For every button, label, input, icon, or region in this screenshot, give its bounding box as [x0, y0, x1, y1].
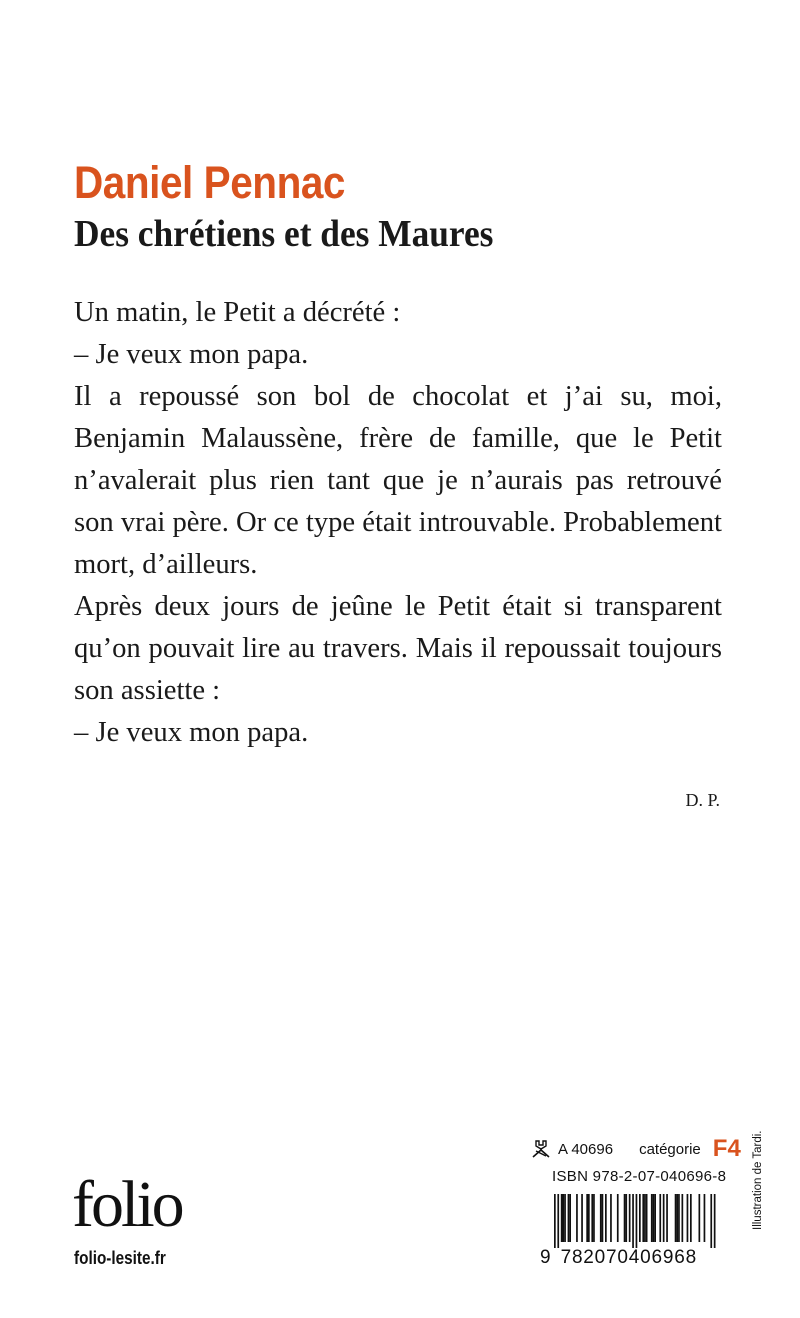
barcode-bar — [564, 1194, 566, 1242]
back-cover-blurb — [74, 292, 722, 754]
blurb-paragraph: – Je veux mon papa. — [74, 339, 309, 370]
barcode-bar — [605, 1194, 607, 1242]
barcode-bar — [687, 1194, 689, 1242]
barcode-bar — [636, 1194, 638, 1248]
barcode-bar — [561, 1194, 563, 1242]
signature: D. P. — [685, 790, 720, 810]
blurb-paragraph: Un matin, le Petit a décrété : — [74, 297, 401, 328]
barcode-bar — [624, 1194, 626, 1242]
barcode-bar — [617, 1194, 619, 1242]
barcode-bar — [602, 1194, 604, 1242]
barcode-bar — [675, 1194, 677, 1242]
barcode-bar — [678, 1194, 680, 1242]
barcode-bar — [588, 1194, 590, 1242]
blurb-paragraph: Après deux jours de jeûne le Petit était si transparent qu’on pouvait lire au travers. Mais il repoussait toujours son assiette : — [74, 591, 722, 706]
blurb-paragraph: – Je veux mon papa. — [74, 717, 309, 748]
barcode-bar — [569, 1194, 571, 1242]
barcode-digits — [540, 1246, 724, 1270]
barcode-bar — [642, 1194, 644, 1242]
publisher-logo: folio — [72, 1168, 182, 1241]
barcode-bar — [593, 1194, 595, 1242]
barcode-bar — [666, 1194, 668, 1242]
isbn: ISBN 978-2-07-040696-8 — [552, 1168, 727, 1185]
barcode-bar — [646, 1194, 648, 1242]
barcode-bar — [644, 1194, 646, 1242]
barcode-bar — [586, 1194, 588, 1242]
barcode-bar — [581, 1194, 583, 1242]
barcode-bar — [576, 1194, 578, 1242]
barcode-bar — [651, 1194, 653, 1242]
category-value: F4 — [712, 1135, 741, 1162]
barcode-bar — [563, 1194, 565, 1242]
barcode-bar — [654, 1194, 656, 1242]
barcode-bar — [653, 1194, 655, 1242]
barcode-bar — [554, 1194, 556, 1248]
barcode-bar — [600, 1194, 602, 1242]
blurb-paragraph: Il a repoussé son bol de chocolat et j’ai su, moi, Benjamin Malaussène, frère de famille, que le Petit n’avalerait plus rien tant que je n’aurais pas retrouvé son vrai père. Or ce type était introuvable. Probablement mort, d’ailleurs. — [74, 381, 722, 580]
barcode-bar — [714, 1194, 716, 1248]
barcode-bar — [710, 1194, 712, 1248]
barcode-bar — [663, 1194, 665, 1242]
book-title: Des chrétiens et des Maures — [74, 213, 494, 255]
catalog-row — [530, 1136, 741, 1162]
barcode-bar — [699, 1194, 701, 1242]
barcode-bar — [632, 1194, 634, 1248]
barcode-bar — [676, 1194, 678, 1242]
barcode-bar — [629, 1194, 631, 1242]
barcode — [540, 1194, 724, 1248]
category-label: catégorie — [639, 1140, 701, 1158]
illustration-credit: Illustration de Tardi. — [752, 1130, 764, 1230]
barcode-bar — [682, 1194, 684, 1242]
barcode-bar — [659, 1194, 661, 1242]
barcode-first-digit: 9 — [540, 1247, 551, 1268]
sign-icon — [530, 1139, 552, 1159]
barcode-bar — [568, 1194, 570, 1242]
barcode-bar — [557, 1194, 559, 1248]
author-name: Daniel Pennac — [74, 157, 346, 208]
barcode-bar — [610, 1194, 612, 1242]
catalog-code: A 40696 — [558, 1140, 614, 1158]
barcode-bar — [591, 1194, 593, 1242]
barcode-bar — [625, 1194, 627, 1242]
barcode-bar — [690, 1194, 692, 1242]
barcode-number: 782070406968 — [560, 1247, 697, 1268]
barcode-bar — [639, 1194, 641, 1242]
barcode-bar — [704, 1194, 706, 1242]
publisher-website: folio-lesite.fr — [74, 1248, 166, 1268]
